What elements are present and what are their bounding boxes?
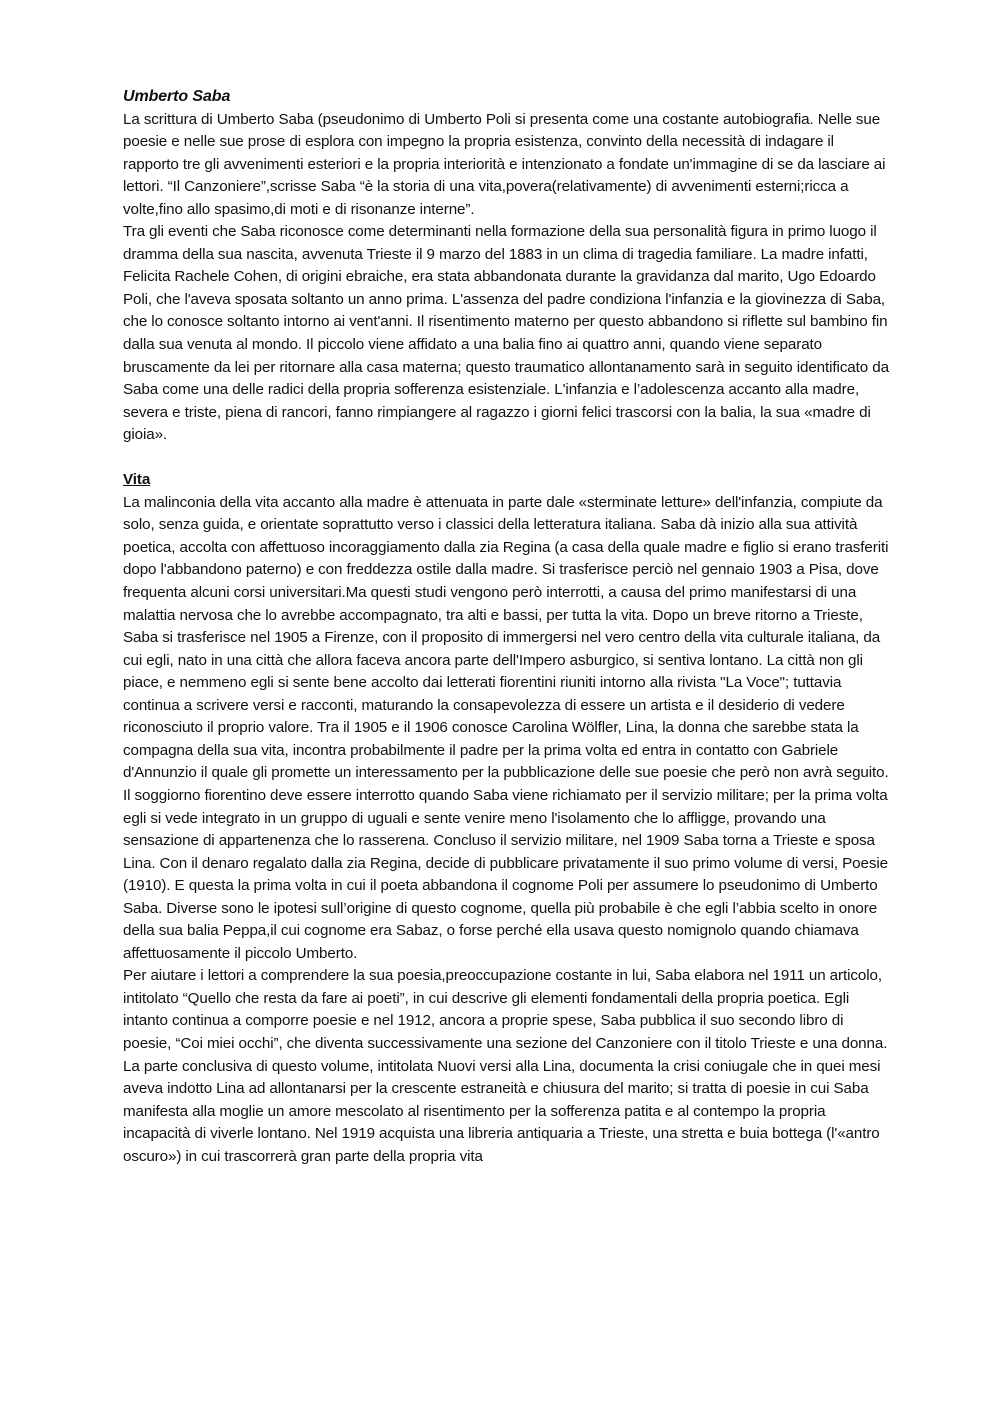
document-title: Umberto Saba (123, 88, 231, 105)
vita-paragraph-3: Per aiutare i lettori a comprendere la sua poesia,preoccupazione costante in lui, Saba elabora nel 1911 un articolo, intitolato “Quello che resta da fare ai poeti”, in cui descrive gli elementi fondamentali della propria poetica. Egli intanto continua a comporre poesie e nel 1912, ancora a proprie spese, Saba pubblica il suo secondo libro di poesie, “Coi miei occhi”, che diventa successivamente una sezione del Canzoniere con il titolo Trieste e una donna. La parte conclusiva di questo volume, intitolata Nuovi versi alla Lina, documenta la crisi coniugale che in quei mesi aveva indotto Lina ad allontanarsi per la crescente estraneità e chiusura del marito; si tratta di poesie in cui Saba manifesta alla moglie un amore mescolato al risentimento per la sofferenza patita e al contempo la propria incapacità di viverle lontano. Nel 1919 acquista una libreria antiquaria a Trieste, una stretta e buia bottega (l'«antro oscuro») in cui trascorrerà gran parte della propria vita (123, 967, 888, 1165)
vita-paragraph-2: Il soggiorno fiorentino deve essere interrotto quando Saba viene richiamato per il servizio militare; per la prima volta egli si vede integrato in un gruppo di uguali e sente venire meno l'isolamento che lo affligge, provando una sensazione di appartenenza che lo rasserena. Concluso il servizio militare, nel 1909 Saba torna a Trieste e sposa Lina. Con il denaro regalato dalla zia Regina, decide di pubblicare privatamente il suo primo volume di versi, Poesie (1910). E questa la prima volta in cui il poeta abbandona il cognome Poli per assumere lo pseudonimo di Umberto Saba. Diverse sono le ipotesi sull’origine di questo cognome, quella più probabile è che egli l’abbia scelto in onore della sua balia Peppa,il cui cognome era Sabaz, o forse perché ella usava questo nomignolo quando chiamava affettuosamente il piccolo Umberto. (123, 786, 888, 962)
paragraph-gap (123, 447, 893, 470)
intro-paragraph-1: La scrittura di Umberto Saba (pseudonimo di Umberto Poli si presenta come una costante autobiografia. Nelle sue poesie e nelle sue prose di esplora con impegno la propria esistenza, convinto della necessità di indagare il rapporto tre gli avvenimenti esteriori e la propria interiorità e intenzionato a fondate un'immagine di se da lasciare ai lettori. “Il Canzoniere”,scrisse Saba “è la storia di una vita,povera(relativamente) di avvenimenti esterni;ricca a volte,fino allo spasimo,di moti e di risonanze interne”. (123, 110, 886, 218)
section-heading-vita: Vita (123, 471, 151, 489)
document-page (123, 86, 893, 1168)
intro-paragraph-2: Tra gli eventi che Saba riconosce come determinanti nella formazione della sua personalità figura in primo luogo il dramma della sua nascita, avvenuta Trieste il 9 marzo del 1883 in un clima di tragedia familiare. La madre infatti, Felicita Rachele Cohen, di origini ebraiche, era stata abbandonata durante la gravidanza dal marito, Ugo Edoardo Poli, che l'aveva sposata soltanto un anno prima. L'assenza del padre condiziona l'infanzia e la giovinezza di Saba, che lo conosce soltanto intorno ai vent'anni. Il risentimento materno per questo abbandono si riflette sul bambino fin dalla sua venuta al mondo. Il piccolo viene affidato a una balia fino ai quattro anni, quando viene separato bruscamente da lei per ritornare alla casa materna; questo traumatico allontanamento sarà in seguito identificato da Saba come una delle radici della propria sofferenza esistenziale. L'infanzia e l’adolescenza accanto alla madre, severa e triste, piena di rancori, fanno rimpiangere al ragazzo i giorni felici trascorsi con la balia, la sua «madre di gioia». (123, 223, 889, 444)
vita-paragraph-1: La malinconia della vita accanto alla madre è attenuata in parte dale «sterminate letture» dell'infanzia, compiute da solo, senza guida, e orientate soprattutto verso i classici della letteratura italiana. Saba dà inizio alla sua attività poetica, accolta con affettuoso incoraggiamento dalla zia Regina (a casa della quale madre e figlio si erano trasferiti dopo l'abbandono paterno) e con freddezza ostile dalla madre. Si trasferisce perciò nel gennaio 1903 a Pisa, dove frequenta alcuni corsi universitari.Ma questi studi vengono però interrotti, a causa del primo manifestarsi di una malattia nervosa che lo avrebbe accompagnato, tra alti e bassi, per tutta la vita. Dopo un breve ritorno a Trieste, Saba si trasferisce nel 1905 a Firenze, con il proposito di immergersi nel vero centro della vita culturale italiana, da cui egli, nato in una città che allora faceva ancora parte dell'Impero asburgico, si sentiva lontano. La città non gli piace, e nemmeno egli si sente bene accolto dai letterati fiorentini riuniti intorno alla rivista "La Voce"; tuttavia continua a scrivere versi e racconti, maturando la consapevolezza di essere un artista e il desiderio di vedere riconosciuto il proprio valore. Tra il 1905 e il 1906 conosce Carolina Wölfler, Lina, la donna che sarebbe stata la compagna della sua vita, incontra probabilmente il padre per la prima volta ed entra in contatto con Gabriele d'Annunzio il quale gli promette un interessamento per la pubblicazione delle sue poesie che però non avrà seguito. (123, 493, 889, 782)
